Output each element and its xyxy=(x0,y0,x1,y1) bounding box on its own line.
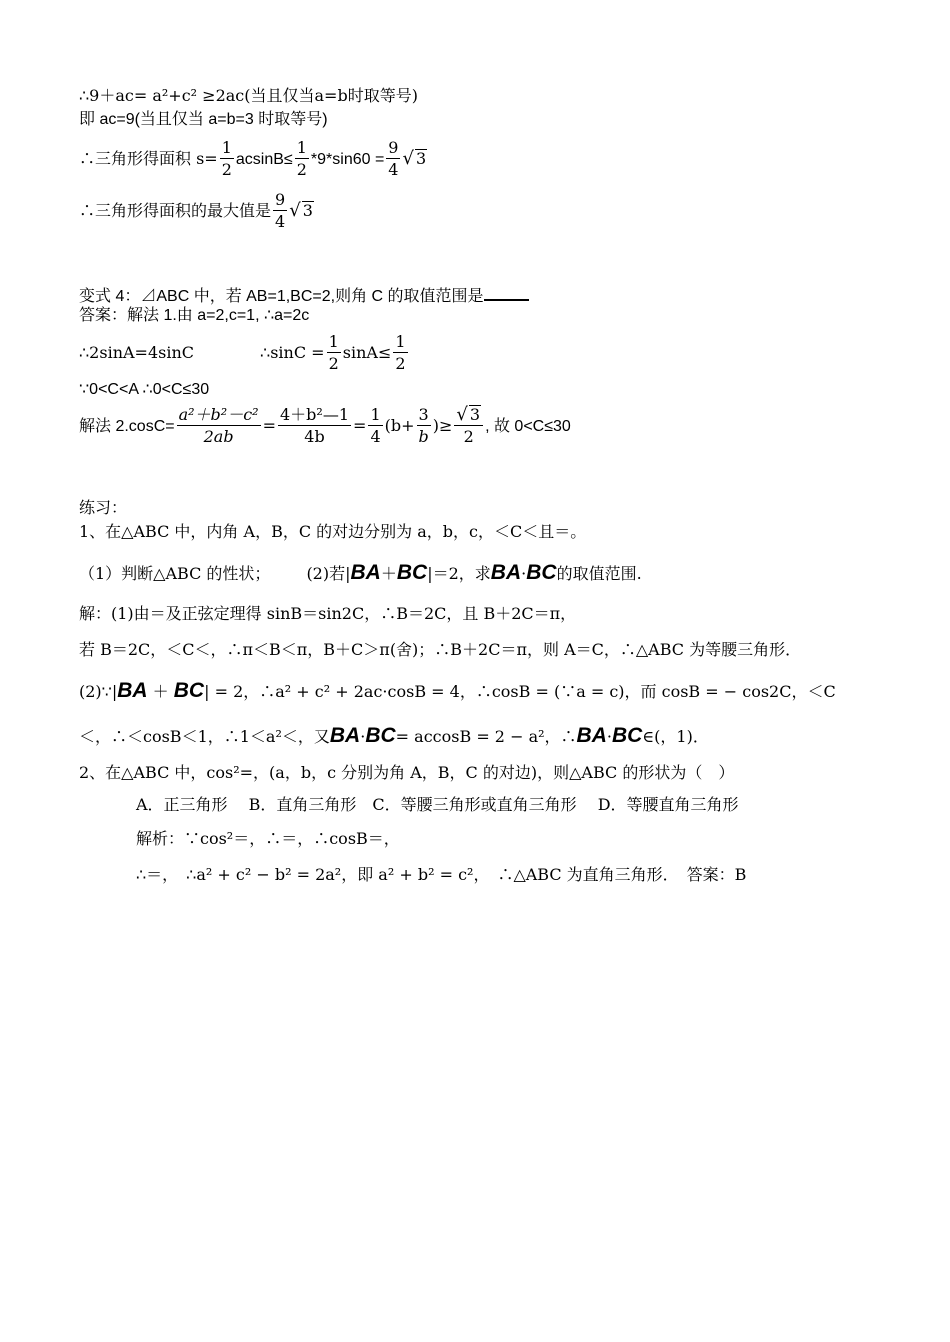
practice-q1-parts: （1）判断△ABC 的性状； (2)若|BA＋BC|＝2，求BA·BC的取值范围. xyxy=(79,561,642,584)
practice-q2-final: ∴＝， ∴a² + c² − b² = 2a²，即 a² + b² = c²， ∴△ABC 为直角三角形． 答案：B xyxy=(136,865,747,884)
practice-q2-options: A．正三角形 B．直角三角形 C．等腰三角形或直角三角形 D．等腰直角三角形 xyxy=(136,795,739,814)
solution-line-2: 若 B＝2C，＜C＜，∴π＜B＜π，B＋C＞π(舍)；∴B＋2C＝π，则 A＝C，∴△ABC 为等腰三角形． xyxy=(79,640,802,659)
answer-blank xyxy=(484,285,529,301)
line-ac9: 即 ac=9(当且仅当 a=b=3 时取等号) xyxy=(79,111,328,128)
variant4-answer: 答案：解法 1.由 a=2,c=1, ∴a=2c xyxy=(79,307,310,324)
practice-q2: 2、在△ABC 中，cos²=，(a，b，c 分别为角 A，B，C 的对边)，则△ABC 的形状为（ ） xyxy=(79,763,735,782)
line-method2: 解法 2.cosC= $\frac{\text{a²＋b²－c²}}{2ab}$ = $\frac{\text{4＋b²—1}}{4b}$ = $\frac{1}{4}$ (b+ $\frac{3}{b}$ )≥ $\frac{√ 3}{2}$ , 故 0<C≤30 xyxy=(79,404,571,446)
solution-line-1: 解：(1)由＝及正弦定理得 sinB＝sin2C，∴B＝2C，且 B＋2C＝π， xyxy=(79,604,577,623)
line-sin: ∴2sinA=4sinC ∴sinC = $\frac{1}{2}$ sinA≤ $\frac{1}{2}$ xyxy=(79,332,406,373)
practice-q2-analysis: 解析：∵cos²＝，∴＝，∴cosB＝， xyxy=(136,829,400,848)
practice-heading: 练习： xyxy=(79,498,128,517)
variant4-question: 变式 4：⊿ABC 中，若 AB=1,BC=2,则角 C 的取值范围是 xyxy=(79,285,529,307)
line-area-max: ∴三角形得面积的最大值是 $\frac{9}{4}$ √ 3 xyxy=(79,190,313,231)
solution-line-3: (2)∵|BA ＋ BC| = 2，∴a² + c² + 2ac·cosB = 4，∴cosB = (∵a = c)，而 cosB = − cos2C，＜C xyxy=(79,679,836,702)
line-range: ∵0<C<A ∴0<C≤30 xyxy=(79,381,210,398)
practice-q1: 1、在△ABC 中，内角 A，B，C 的对边分别为 a，b，c，＜C＜且＝。 xyxy=(79,522,587,541)
line-area: ∴三角形得面积 s= $\frac{1}{2}$ acsinB≤ $\frac{1}{2}$ *9*sin60 = $\frac{9}{4}$ √ 3 xyxy=(79,138,427,179)
solution-line-4: ＜，∴＜cosB＜1，∴1＜a²＜，又BA·BC= accosB = 2 − a²，∴BA·BC∈(，1)． xyxy=(79,724,709,747)
line-ineq: ∴9＋ac= a²+c² ≥2ac(当且仅当a=b时取等号) xyxy=(79,86,418,105)
